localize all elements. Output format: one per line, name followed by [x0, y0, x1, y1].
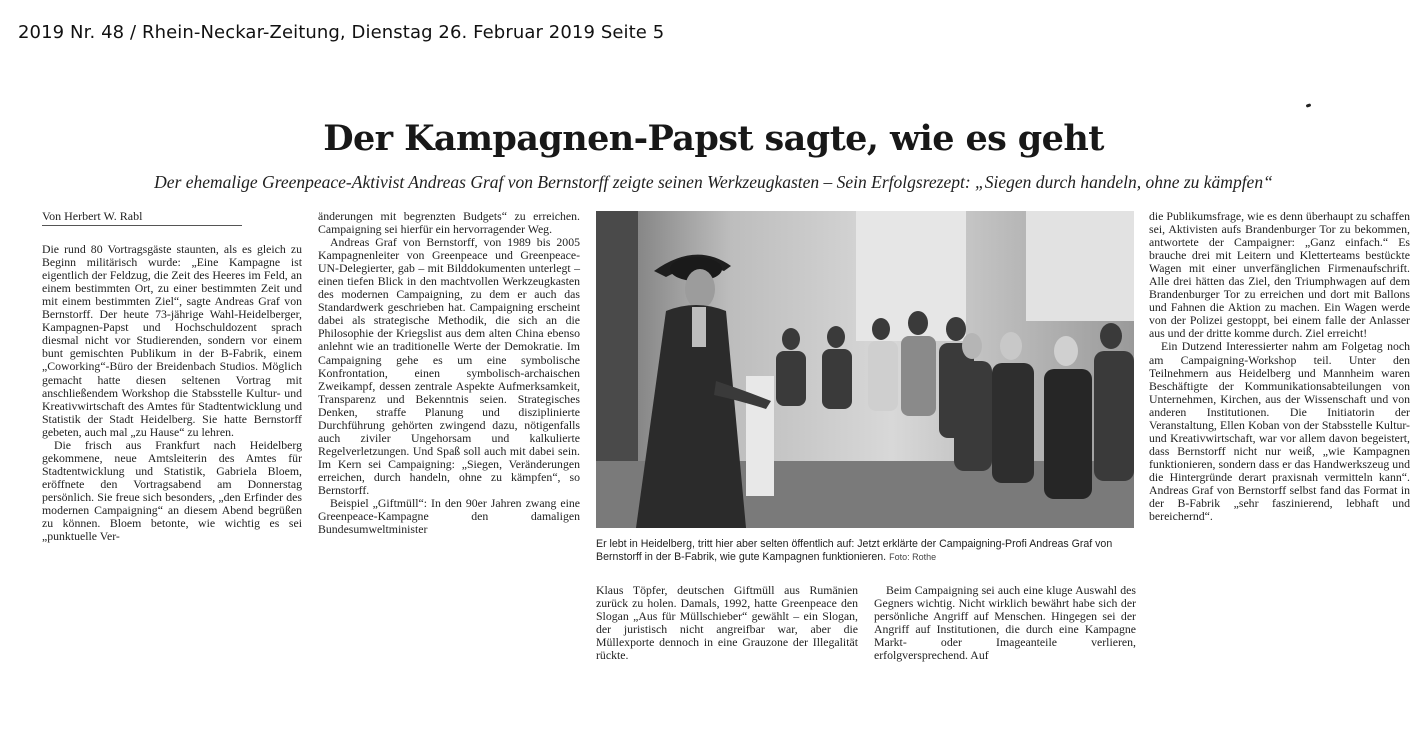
- article-column-2: [318, 210, 580, 536]
- article-photo: [596, 211, 1134, 528]
- byline: Von Herbert W. Rabl: [42, 210, 242, 226]
- paragraph: Die rund 80 Vortragsgäste staunten, als es gleich zu Beginn militärisch wurde: „Eine Kampagne ist eigentlich der Feldzug, die Zeit des Heeres im Feld, an einem bestimmten Ort, zu einer bestimmten Zeit und mit einem bestimmten Ziel“, sagte Andreas Graf von Bernstorff. Der heute 73-jährige Wahl-Heidelberger, Kampagnen-Papst und Hochschuldozent sprach diesmal nicht vor Studierenden, sondern vor einem bunt gemischten Publikum in der B-Fabrik, einem „Coworking“-Büro der Breidenbach Studios. Möglich gemacht hatte diesen seltenen Vortrag mit anschließendem Workshop die Stabsstelle Kultur- und Kreativwirtschaft des Amtes für Stadtentwicklung und Statistik der Stadt Heidelberg. Sie hatte Bernstorff gebeten, auch mal „zu Hause“ zu lehren.: [42, 242, 302, 439]
- paragraph: Die frisch aus Frankfurt nach Heidelberg gekommene, neue Amtsleiterin des Amtes für Stadtentwicklung und Statistik, Gabriela Bloem, eröffnete den Vortragsabend am Donnerstag persönlich. Sie freue sich besonders, „den Erfinder des modernen Campaigning“ an diesem Abend begrüßen zu können. Bloem betonte, wie wichtig es sei „punktuelle Ver-: [42, 437, 302, 544]
- photo-caption: [596, 538, 1141, 564]
- article-column-1: [42, 210, 302, 543]
- article-headline: Der Kampagnen-Papst sagte, wie es geht: [323, 118, 1104, 159]
- paragraph: die Publikumsfrage, wie es denn überhaupt zu schaffen sei, Aktivisten aufs Brandenburger Tor zu bekommen, antwortete der Campaigner: „Ganz einfach.“ Es brauche drei mit Leitern und Kletterteams bestückte Wagen mit einer unverfänglichen Firmenaufschrift. Alle drei hätten das Ziel, den Triumphwagen auf dem Brandenburger Tor zu erreichen und dort mit Ballons und Fahnen die Aktion zu machen. Ein Wagen werde von der Polizei gestoppt, bei einem falle der Anlasser aus und der dritte komme durch. Ziel erreicht!: [1149, 209, 1410, 341]
- paragraph: Beispiel „Giftmüll“: In den 90er Jahren zwang eine Greenpeace-Kampagne den damaligen Bundesumweltminister: [318, 496, 580, 537]
- article-subheadline: Der ehemalige Greenpeace-Aktivist Andreas Graf von Bernstorff zeigte seinen Werkzeugkasten – Sein Erfolgsrezept: „Siegen durch handeln, ohne zu kämpfen“: [154, 172, 1273, 192]
- photo-caption-text: Er lebt in Heidelberg, tritt hier aber selten öffentlich auf: Jetzt erklärte der Campaigning-Profi Andreas Graf von Bernstorff in der B-Fabrik, wie gute Kampagnen funktionieren.: [596, 538, 1113, 563]
- article-column-3a: [596, 584, 858, 662]
- paragraph: Andreas Graf von Bernstorff, von 1989 bis 2005 Kampagnenleiter von Greenpeace und Greenpeace-UN-Delegierter, gab – mit Bilddokumenten unterlegt – einen tiefen Blick in den machtvollen Werkzeugkasten des modernen Campaigning, zu dem er auch das Standardwerk geschrieben hat. Campaigning erscheint dabei als strategische Methodik, die sich an die Philosophie der Kriegslist aus dem alten China ebenso anlehnt wie an traditionelle Werte der Demokratie. Im Campaigning gehe es um eine symbolische Konfrontation, einen symbolisch-archaischen Zweikampf, dessen zentrale Aspekte Aufmerksamkeit, Transparenz und Bekenntnis seien. Strategisches Denken, straffe Planung und disziplinierte Durchführung gehörten zwingend dazu, nötigenfalls auch ziviler Ungehorsam und kalkulierte Regelverletzungen. Und Spaß soll auch mit dabei sein. Im Kern sei Campaigning: „Siegen, Veränderungen erreichen, durch handeln, ohne zu kämpfen“, so Bernstorff.: [318, 235, 580, 497]
- paragraph: Beim Campaigning sei auch eine kluge Auswahl des Gegners wichtig. Nicht wirklich bewährt habe sich der persönliche Angriff auf Menschen. Hingegen sei der Angriff auf Institutionen, die durch eine Kampagne Markt- oder Imageanteile verlieren, erfolgversprechend. Auf: [874, 583, 1136, 663]
- photo-credit: Foto: Rothe: [889, 552, 937, 562]
- paragraph: Ein Dutzend Interessierter nahm am Folgetag noch am Campaigning-Workshop teil. Unter den Teilnehmern aus Heidelberg und Mannheim waren Beschäftigte der Kommunikationsabteilungen von Unternehmen, Kirchen, aus der Wissenschaft und von anderen Institutionen. Die Initiatorin der Veranstaltung, Ellen Koban von der Stabsstelle Kultur- und Kreativwirtschaft, war vor allem davon begeistert, dass Bernstorff nicht nur weiß, „wie Kampagnen funktionieren, sondern dass er das Handwerkszeug und die Hintergründe derart praxisnah vermitteln kann“. Andreas Graf von Bernstorff selbst fand das Format in der B-Fabrik „sehr faszinierend, lebhaft und bereichernd“.: [1149, 339, 1410, 524]
- paragraph: änderungen mit begrenzten Budgets“ zu erreichen. Campaigning sei hierfür ein hervorragender Weg.: [318, 209, 580, 237]
- article-column-3b: [874, 584, 1136, 662]
- ink-speck: [1306, 103, 1312, 108]
- paragraph: Klaus Töpfer, deutschen Giftmüll aus Rumänien zurück zu holen. Damals, 1992, hatte Greenpeace den Slogan „Aus für Müllschieber“ gewählt – ein Slogan, der juristisch nicht angreifbar war, aber die Müllexporte dennoch in eine Grauzone der Illegalität rückte.: [596, 583, 858, 663]
- article-column-4: [1149, 210, 1410, 523]
- page-header: 2019 Nr. 48 / Rhein-Neckar-Zeitung, Dienstag 26. Februar 2019 Seite 5: [18, 22, 665, 43]
